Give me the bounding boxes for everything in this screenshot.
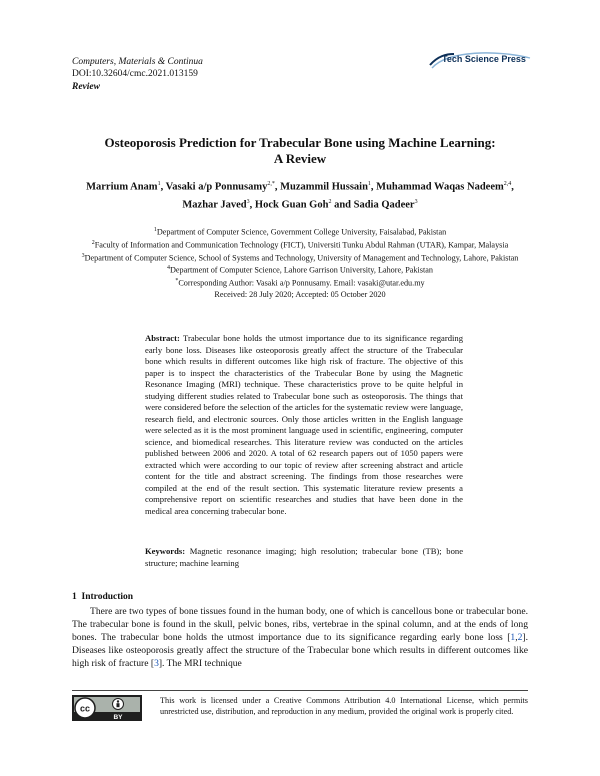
abstract-label: Abstract: <box>145 333 180 343</box>
body-paragraph <box>72 605 528 670</box>
section-title: Introduction <box>81 592 134 602</box>
keywords-text: Magnetic resonance imaging; high resolution; trabecular bone (TB); bone structure; machine learning <box>145 546 464 568</box>
affiliation-sup: * <box>175 278 179 285</box>
author-sup: 2,* <box>267 181 275 187</box>
author-line-1: Marrium Anam$^1$, Vasaki a/p Ponnusamy$^{2,*}$, Muzammil Hussain$^1$, Muhammad Waqas Nadeem$^{2,4}$, <box>86 181 514 193</box>
body-text: There are two types of bone tissues found in the human body, one of which is cancellous bone or trabecular bone. The trabecular bone is found in the skull, pelvic bones, ribs, vertebrae in the spinal column, and at the ends of long bones. The trabecular bone holds the utmost importance due to its significance regarding early bone loss [ <box>72 606 528 643</box>
author-name[interactable]: Muzammil Hussain <box>280 181 368 193</box>
author-list <box>40 177 560 212</box>
license-text: This work is licensed under a Creative Commons Attribution 4.0 International License, which permits unrestricted use, distribution, and reproduction in any medium, provided the original work is properly cited. <box>160 696 528 716</box>
affiliation-text: Corresponding Author: Vasaki a/p Ponnusamy. Email: vasaki@utar.edu.my <box>178 279 425 289</box>
author-name[interactable]: Sadia Qadeer <box>353 199 415 210</box>
title-line-1: Osteoporosis Prediction for Trabecular Bone using Machine Learning: <box>104 135 496 150</box>
author-sup: 3 <box>414 198 418 205</box>
publisher-name: Tech Science Press <box>442 54 526 64</box>
author-sup: 2,4 <box>503 181 512 187</box>
author-name[interactable]: Marrium Anam <box>86 181 158 193</box>
affiliation-sup: 1 <box>153 227 157 233</box>
body-text: ]. The MRI technique <box>158 658 242 669</box>
author-sup: 2 <box>328 198 332 205</box>
paper-title <box>40 135 560 167</box>
affiliation-item <box>40 276 560 289</box>
title-line-2: A Review <box>273 151 327 166</box>
abstract-text: Trabecular bone holds the utmost importance due to its significance regarding early bone loss. Diseases like osteoporosis greatly affect the structure of the Trabecular bone which results in different outcomes like high risk of fracture. The objective of this paper is to inspect the characteristics of the Trabecular Bone by using the Magnetic Resonance Imaging (MRI) technique. These characteristics prove to be quite helpful in studying different studies related to Trabecular bone such as osteoporosis. The things that were considered before the selection of the articles for the systematic review were language, research field, and electronic sources. Only those articles written in the English language were selected as it is the most prominent language used in scientific, engineering, computer science, and biomedical researches. This literature review was conducted on the articles published between 2006 and 2020. A total of 62 research papers out of 1050 papers were extracted which were according to our topic of review after screening abstract and article content for the title and abstract screening. The findings from those researches were compiled at the end of the result section. This systematic literature review presents a comprehensive report on scientific researches and studies that have been done in the medical area concerning trabecular bone. <box>145 333 463 516</box>
body-text: ]. Diseases like osteoporosis greatly affect the structure of the Trabecular bone which results in different outcomes like high risk of fracture [ <box>72 632 528 669</box>
affiliation-text: Faculty of Information and Communication Technology (FICT), Universiti Tunku Abdul Rahman (UTAR), Kampar, Malaysia <box>94 240 509 250</box>
author-line-2: Mazhar Javed$^3$, Hock Guan Goh$^2$ and Sadia Qadeer$^3$ <box>182 198 418 210</box>
author-sup: 3 <box>246 198 250 205</box>
affiliation-item <box>40 263 560 276</box>
journal-name: Computers, Materials & Continua <box>72 57 203 67</box>
citation-link[interactable]: 3 <box>154 658 159 669</box>
section-number: 1 <box>72 592 77 602</box>
keywords <box>145 546 463 569</box>
author-name[interactable]: Mazhar Javed <box>182 199 247 210</box>
by-label: BY <box>113 714 123 721</box>
footer-divider <box>72 690 528 691</box>
citation-link[interactable]: 1 <box>510 632 516 643</box>
article-type: Review <box>72 82 100 92</box>
affiliation-text: Department of Computer Science, School of Systems and Technology, University of Management and Technology, Lahore, Pakistan <box>84 253 519 263</box>
author-sup: 1 <box>157 181 161 187</box>
publisher-logo[interactable] <box>428 52 532 70</box>
affiliation-sup: 4 <box>167 265 170 272</box>
abstract <box>145 333 463 517</box>
cc-label: cc <box>79 703 91 714</box>
affiliation-text: Department of Computer Science, Lahore Garrison University, Lahore, Pakistan <box>170 266 433 276</box>
affiliation-item <box>40 225 560 238</box>
doi: DOI:10.32604/cmc.2021.013159 <box>72 69 198 79</box>
dates: Received: 28 July 2020; Accepted: 05 October 2020 <box>214 290 386 300</box>
citation-separator: , <box>515 632 518 643</box>
affiliation-item <box>40 251 560 264</box>
affiliation-item <box>40 238 560 251</box>
author-name[interactable]: Muhammad Waqas Nadeem <box>376 181 504 193</box>
author-sup: 1 <box>367 181 371 187</box>
affiliations <box>40 225 560 300</box>
author-name[interactable]: Hock Guan Goh <box>254 199 329 210</box>
section-heading <box>72 592 133 602</box>
cc-by-badge[interactable] <box>72 695 142 721</box>
creative-commons-icon <box>72 695 142 721</box>
keywords-label: Keywords: <box>145 546 186 556</box>
affiliation-sup: 3 <box>81 252 85 259</box>
affiliation-sup: 2 <box>91 239 95 246</box>
affiliation-text: Department of Computer Science, Government College University, Faisalabad, Pakistan <box>156 227 447 237</box>
citation-link[interactable]: 2 <box>517 632 523 643</box>
author-name[interactable]: Vasaki a/p Ponnusamy <box>165 181 268 193</box>
